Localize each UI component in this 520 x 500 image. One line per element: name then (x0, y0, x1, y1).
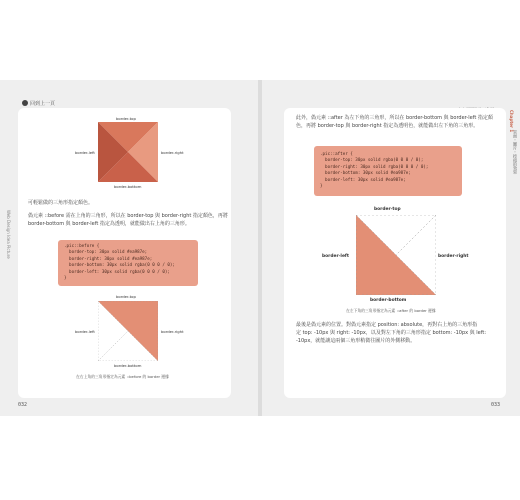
page-number-left: 032 (18, 402, 28, 408)
fig3-label-top: border-top (374, 207, 401, 212)
paragraph-2: 偽元素 ::before 需在上角的三角形，所以在 border-top 與 border-right 指定顏色，再將 border-bottom 與 border-left 指定為透明，就能做出右上角的三角形。 (28, 213, 228, 227)
right-content-card (284, 108, 506, 398)
fig3-border-diagram (356, 215, 436, 295)
fig3-caption: 在左下角的三角形指定為元素 ::after 的 border 邊緣 (346, 308, 436, 313)
fig2-label-top: border-top (116, 294, 136, 299)
fig2-label-left: border-left (75, 329, 95, 334)
left-content-card (18, 108, 231, 398)
code-block-after: .pic::after { border-top: 30px solid rgba(0 0 0 / 0); border-right: 30px solid rgba(0 0 0 / 0); border-bottom: 30px solid #ea987e; border-left: 30px solid #ea987e; } (314, 146, 462, 196)
vertical-book-title: Web Design Idea Picture (6, 210, 11, 259)
book-spread (0, 80, 520, 416)
fig2-label-right: border-right (161, 329, 184, 334)
paragraph-4: 最後是偽元素的位置。對偽元素指定 position: absolute，再對右上角的三角形指 定 top: -10px 與 right: -10px，以及對左下角的三角形指定 bottom: -10px 與 left: -10px，就能讓這兩個三角形稍微往圖片的外側移動。 (296, 322, 487, 344)
fig2-label-bottom: border-bottom (114, 363, 142, 368)
fig3-label-left: border-left (322, 254, 349, 259)
back-arrow-icon (22, 100, 28, 106)
left-page (0, 80, 258, 416)
fig3-label-right: border-right (438, 254, 469, 259)
paragraph-1: 可輕鬆做的三角形指定顏色。 (28, 200, 94, 206)
chapter-title: 頁面・圖片・按鈕的效果 (513, 130, 518, 174)
right-page (262, 80, 520, 416)
fig1-label-top: border-top (116, 116, 136, 121)
back-link[interactable]: 回到上一頁 (22, 100, 55, 107)
fig1-label-bottom: border-bottom (114, 184, 142, 189)
fig2-border-diagram (98, 301, 158, 361)
code-block-before: .pic::before { border-top: 30px solid #ea987e; border-right: 30px solid #ea987e; border-bottom: 30px solid rgba(0 0 0 / 0); border-left: 30px solid rgba(0 0 0 / 0); } (58, 240, 198, 286)
page-number-right: 033 (490, 402, 500, 408)
fig2-caption: 在右上角的三角形指定為元素 ::before 的 border 邊緣 (76, 374, 169, 379)
fig1-border-diagram (98, 122, 158, 182)
fig1-label-right: border-right (161, 150, 184, 155)
fig3-label-bottom: border-bottom (370, 298, 407, 303)
fig1-label-left: border-left (75, 150, 95, 155)
chapter-number: Chapter 1 (509, 110, 514, 133)
paragraph-3: 此外，偽元素 ::after 為左下角的三角形，所以在 border-bottom 與 border-left 指定顏 色，再將 border-top 與 border-right 指定為透明色，就能做出左下角的三角形。 (296, 115, 493, 129)
